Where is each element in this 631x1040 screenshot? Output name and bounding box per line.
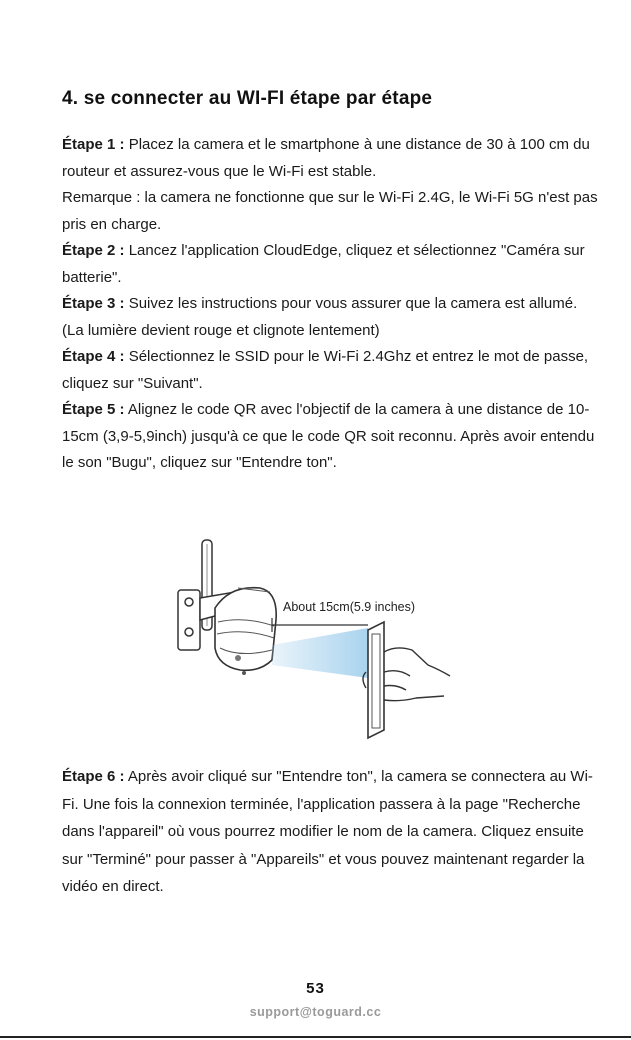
step-1 (62, 132, 602, 238)
steps-list (62, 132, 602, 477)
step-3 (62, 291, 602, 344)
distance-label: About 15cm(5.9 inches) (283, 600, 416, 614)
camera-qr-illustration (160, 530, 460, 745)
support-email: support@toguard.cc (249, 1005, 382, 1019)
step-6 (62, 763, 602, 901)
step-label: Étape 3 : (62, 295, 125, 312)
step-text: Alignez le code QR avec l'objectif de la camera à une distance de 10-15cm (3,9-5,9inch) jusqu'à ce que le code QR soit reconnu. Après avoir entendu le son "Bugu", cliquez sur "Entendre ton". (62, 401, 595, 471)
page-number: 53 (306, 980, 325, 997)
step-label: Étape 2 : (62, 242, 125, 259)
step-label: Étape 6 : (62, 768, 125, 785)
step-text: Placez la camera et le smartphone à une distance de 30 à 100 cm du routeur et assurez-vous que le Wi-Fi est stable. (62, 136, 590, 180)
step-4 (62, 344, 602, 397)
steps-list-continued (62, 763, 602, 901)
step-text: Sélectionnez le SSID pour le Wi-Fi 2.4Ghz et entrez le mot de passe, cliquez sur "Suivant". (62, 348, 589, 392)
scan-beam (272, 628, 368, 678)
page-bottom-divider (0, 1036, 631, 1038)
step-5 (62, 397, 602, 477)
step-text: Lancez l'application CloudEdge, cliquez et sélectionnez "Caméra sur batterie". (62, 242, 585, 286)
step-remark: Remarque : la camera ne fonctionne que sur le Wi-Fi 2.4G, le Wi-Fi 5G n'est pas pris en charge. (62, 189, 598, 233)
distance-indicator (272, 618, 368, 632)
step-2 (62, 238, 602, 291)
step-label: Étape 1 : (62, 136, 125, 153)
step-text: Suivez les instructions pour vous assurer que la camera est allumé. (La lumière devient rouge et clignote lentement) (62, 295, 578, 339)
step-label: Étape 5 : (62, 401, 125, 418)
section-heading: 4. se connecter au WI-FI étape par étape (62, 88, 433, 109)
smartphone-icon (368, 622, 384, 738)
step-text: Après avoir cliqué sur "Entendre ton", la camera se connectera au Wi-Fi. Une fois la connexion terminée, l'application passera à la page "Recherche dans l'appareil" où vous pourrez modifier le nom de la camera. Cliquez ensuite sur "Terminé" pour passer à "Appareils" et vous pouvez maintenant regarder la vidéo en direct. (62, 768, 593, 895)
camera-icon (215, 588, 276, 675)
step-label: Étape 4 : (62, 348, 125, 365)
